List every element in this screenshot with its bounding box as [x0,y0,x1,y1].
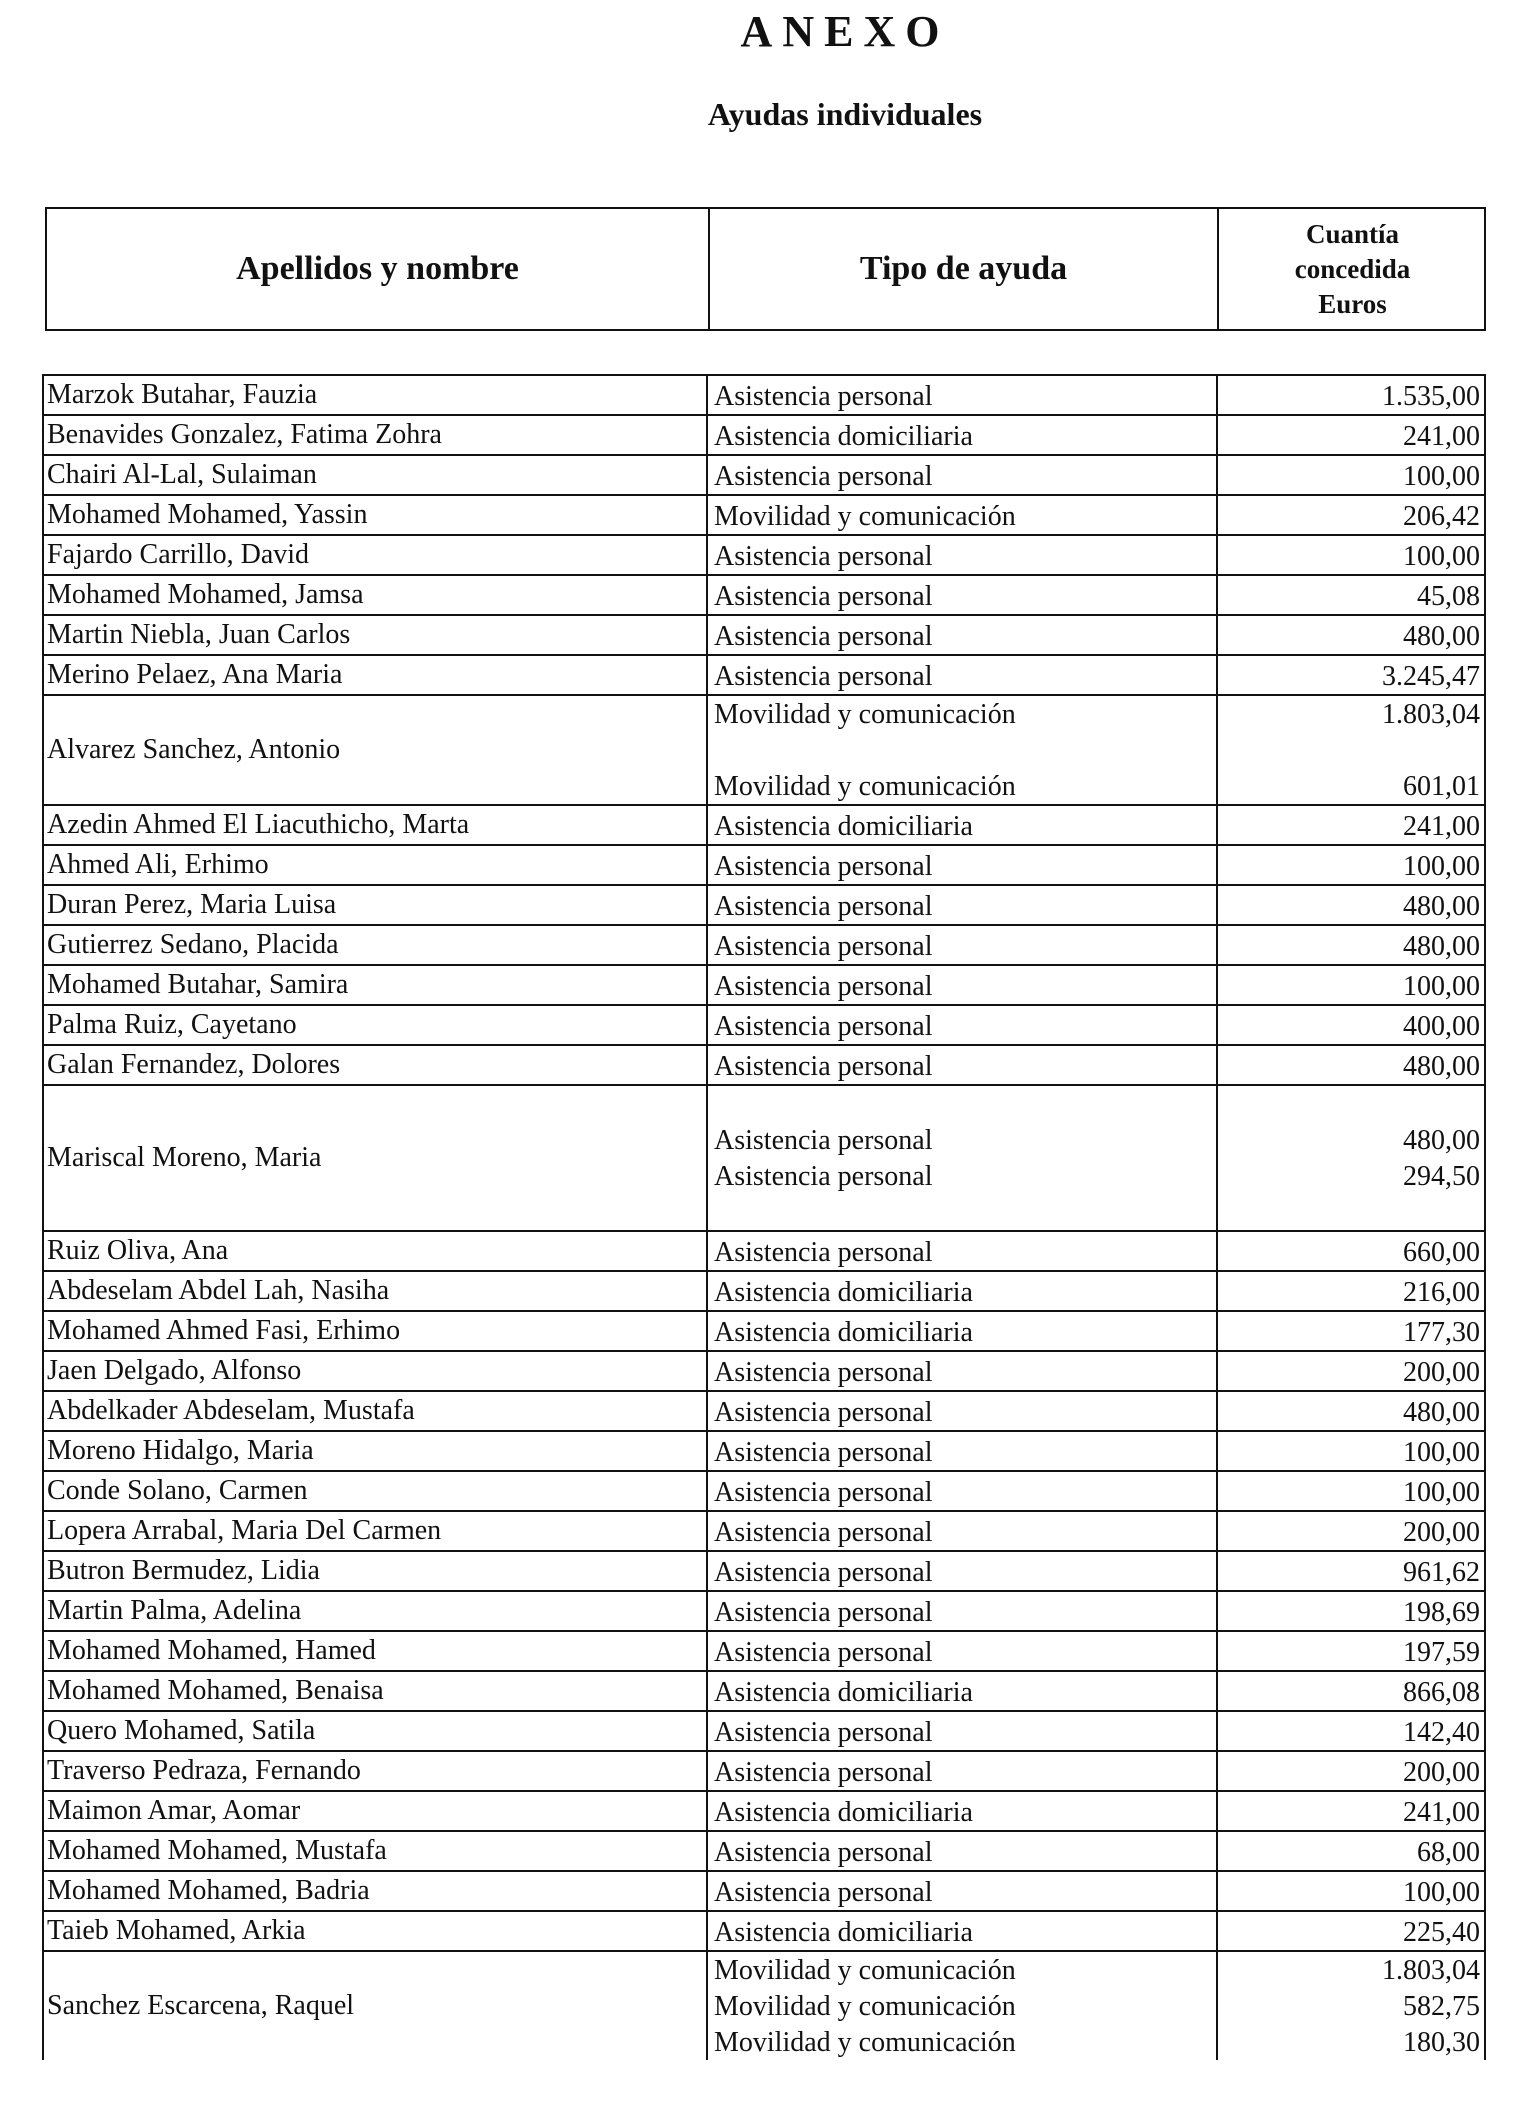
cell-name: Moreno Hidalgo, Maria [42,1432,708,1470]
page-subtitle: Ayudas individuales [707,96,983,132]
aid-type: Asistencia personal [714,971,933,1002]
table-row [42,1912,1486,1952]
cell-amount [1218,416,1486,454]
aid-type: Asistencia personal [714,1125,933,1156]
aid-amount: 100,00 [1403,461,1480,492]
cell-name: Jaen Delgado, Alfonso [42,1352,708,1390]
aid-type: Asistencia personal [714,1717,933,1748]
cell-type [708,1952,1218,2060]
table-row [42,966,1486,1006]
cell-amount [1218,1272,1486,1310]
cell-amount [1218,1832,1486,1870]
table-row [42,576,1486,616]
cell-amount [1218,616,1486,654]
cell-amount [1218,536,1486,574]
aid-amount: 142,40 [1403,1717,1480,1748]
cell-amount [1218,1672,1486,1710]
aid-type: Asistencia personal [714,891,933,922]
cell-amount [1218,1312,1486,1350]
cell-amount [1218,1952,1486,2060]
aid-type: Asistencia domiciliaria [714,811,973,842]
cell-type [708,416,1218,454]
aid-amount: 241,00 [1403,811,1480,842]
cell-amount [1218,1232,1486,1270]
cell-amount [1218,846,1486,884]
header-name: Apellidos y nombre [47,209,710,329]
cell-name: Mohamed Mohamed, Badria [42,1872,708,1910]
cell-type [708,536,1218,574]
aid-type: Asistencia personal [714,1837,933,1868]
cell-type [708,1752,1218,1790]
cell-type [708,1712,1218,1750]
aid-type: Asistencia domiciliaria [714,1797,973,1828]
table-row [42,1592,1486,1632]
aid-amount: 1.803,04 [1382,699,1480,730]
aid-type [714,1194,1216,1230]
cell-type [708,616,1218,654]
cell-amount [1218,656,1486,694]
table-row [42,926,1486,966]
cell-amount [1218,1912,1486,1950]
aid-type [714,1086,1216,1122]
table-row [42,1512,1486,1552]
aid-type: Movilidad y comunicación [714,771,1016,802]
cell-name: Alvarez Sanchez, Antonio [42,696,708,804]
cell-name: Butron Bermudez, Lidia [42,1552,708,1590]
cell-type [708,886,1218,924]
cell-type [708,1872,1218,1910]
aid-amount: 660,00 [1403,1237,1480,1268]
aid-amount [1218,1194,1480,1230]
cell-name: Mohamed Mohamed, Yassin [42,496,708,534]
aid-type: Asistencia personal [714,1877,933,1908]
aid-amount: 480,00 [1403,1125,1480,1156]
table-row [42,1046,1486,1086]
cell-name: Abdelkader Abdeselam, Mustafa [42,1392,708,1430]
table-row [42,1392,1486,1432]
cell-name: Galan Fernandez, Dolores [42,1046,708,1084]
cell-amount [1218,1006,1486,1044]
cell-amount [1218,1632,1486,1670]
aid-amount: 180,30 [1403,2027,1480,2058]
header-amount [1219,209,1486,329]
aid-amount: 582,75 [1403,1991,1480,2022]
header-type: Tipo de ayuda [710,209,1219,329]
aid-amount: 100,00 [1403,541,1480,572]
aid-type: Asistencia domiciliaria [714,1277,973,1308]
aid-type: Asistencia domiciliaria [714,1677,973,1708]
aid-amount: 68,00 [1417,1837,1480,1868]
header-amount-line2: concedida [1294,253,1411,284]
cell-name: Ruiz Oliva, Ana [42,1232,708,1270]
cell-name: Abdeselam Abdel Lah, Nasiha [42,1272,708,1310]
table-row [42,1632,1486,1672]
cell-amount [1218,1592,1486,1630]
aid-type: Asistencia personal [714,461,933,492]
aid-amount: 1.535,00 [1382,381,1480,412]
aid-type: Asistencia personal [714,1357,933,1388]
cell-name: Mohamed Mohamed, Mustafa [42,1832,708,1870]
aid-amount: 480,00 [1403,1051,1480,1082]
aid-amount: 200,00 [1403,1757,1480,1788]
table-row [42,416,1486,456]
table-row [42,374,1486,416]
cell-amount [1218,806,1486,844]
cell-name: Martin Palma, Adelina [42,1592,708,1630]
cell-amount [1218,1086,1486,1230]
cell-amount [1218,966,1486,1004]
cell-type [708,1432,1218,1470]
table-row [42,1552,1486,1592]
cell-amount [1218,1512,1486,1550]
cell-name: Sanchez Escarcena, Raquel [42,1952,708,2060]
aid-amount: 100,00 [1403,1477,1480,1508]
aid-type: Asistencia personal [714,381,933,412]
table-row [42,696,1486,806]
cell-name: Ahmed Ali, Erhimo [42,846,708,884]
aid-amount: 206,42 [1403,501,1480,532]
table-header [45,207,1486,331]
cell-type [708,1232,1218,1270]
aid-type: Asistencia personal [714,851,933,882]
cell-amount [1218,1752,1486,1790]
cell-name: Palma Ruiz, Cayetano [42,1006,708,1044]
aid-amount: 3.245,47 [1382,661,1480,692]
table-row [42,1232,1486,1272]
aid-type: Asistencia personal [714,581,933,612]
aid-amount: 400,00 [1403,1011,1480,1042]
aid-type: Asistencia personal [714,1517,933,1548]
cell-amount [1218,456,1486,494]
cell-name: Gutierrez Sedano, Placida [42,926,708,964]
aid-type: Asistencia personal [714,1597,933,1628]
aid-amount: 294,50 [1403,1161,1480,1192]
table-row [42,616,1486,656]
aid-amount: 961,62 [1403,1557,1480,1588]
table-row [42,496,1486,536]
cell-amount [1218,1472,1486,1510]
aid-amount [1218,1086,1480,1122]
table-row [42,1312,1486,1352]
cell-amount [1218,1392,1486,1430]
cell-type [708,1512,1218,1550]
cell-name: Mohamed Mohamed, Hamed [42,1632,708,1670]
aid-amount: 480,00 [1403,621,1480,652]
cell-type [708,1672,1218,1710]
table-row [42,846,1486,886]
cell-type [708,1472,1218,1510]
cell-type [708,576,1218,614]
table-row [42,1832,1486,1872]
aid-amount: 1.803,04 [1382,1955,1480,1986]
aid-amount: 601,01 [1403,771,1480,802]
aid-amount: 100,00 [1403,851,1480,882]
aid-amount: 480,00 [1403,891,1480,922]
aid-type: Asistencia personal [714,541,933,572]
table-row [42,1086,1486,1232]
aid-amount: 197,59 [1403,1637,1480,1668]
aid-type: Asistencia personal [714,1051,933,1082]
cell-type [708,1592,1218,1630]
table-row [42,1672,1486,1712]
cell-name: Duran Perez, Maria Luisa [42,886,708,924]
cell-name: Mohamed Mohamed, Benaisa [42,1672,708,1710]
cell-type [708,496,1218,534]
aid-type: Movilidad y comunicación [714,2027,1016,2058]
aid-type: Asistencia personal [714,931,933,962]
cell-amount [1218,1712,1486,1750]
cell-type [708,1632,1218,1670]
aid-amount: 216,00 [1403,1277,1480,1308]
aid-amount: 241,00 [1403,421,1480,452]
aid-type: Asistencia domiciliaria [714,421,973,452]
table-row [42,1952,1486,2060]
aid-amount: 100,00 [1403,1437,1480,1468]
aid-type: Asistencia personal [714,1161,933,1192]
cell-amount [1218,926,1486,964]
cell-name: Merino Pelaez, Ana Maria [42,656,708,694]
cell-name: Mohamed Ahmed Fasi, Erhimo [42,1312,708,1350]
cell-name: Mohamed Mohamed, Jamsa [42,576,708,614]
table-row [42,656,1486,696]
aid-amount: 480,00 [1403,1397,1480,1428]
cell-name: Benavides Gonzalez, Fatima Zohra [42,416,708,454]
cell-type [708,1272,1218,1310]
aid-type: Movilidad y comunicación [714,1955,1016,1986]
cell-type [708,456,1218,494]
cell-name: Marzok Butahar, Fauzia [42,376,708,414]
aid-amount: 100,00 [1403,971,1480,1002]
cell-amount [1218,1872,1486,1910]
aid-type: Asistencia personal [714,1437,933,1468]
cell-amount [1218,496,1486,534]
cell-type [708,1046,1218,1084]
cell-amount [1218,1352,1486,1390]
aid-type: Asistencia personal [714,1237,933,1268]
aid-type [714,732,1216,768]
cell-name: Quero Mohamed, Satila [42,1712,708,1750]
aid-amount: 225,40 [1403,1917,1480,1948]
cell-type [708,1086,1218,1230]
table-row [42,1272,1486,1312]
cell-amount [1218,1046,1486,1084]
cell-amount [1218,576,1486,614]
aid-amount: 200,00 [1403,1517,1480,1548]
aid-amount [1218,732,1480,768]
aid-type: Asistencia personal [714,1477,933,1508]
cell-name: Conde Solano, Carmen [42,1472,708,1510]
header-amount-line3: Euros [1318,288,1387,319]
aid-type: Movilidad y comunicación [714,699,1016,730]
aid-type: Asistencia personal [714,1637,933,1668]
page-title: ANEXO [740,7,950,56]
table-row [42,536,1486,576]
aid-type: Asistencia domiciliaria [714,1917,973,1948]
cell-type [708,1792,1218,1830]
aid-amount: 177,30 [1403,1317,1480,1348]
table-row [42,1006,1486,1046]
cell-type [708,1312,1218,1350]
table-row [42,806,1486,846]
table-row [42,1752,1486,1792]
cell-amount [1218,886,1486,924]
table-row [42,1792,1486,1832]
aid-type: Movilidad y comunicación [714,1991,1016,2022]
table-row [42,1352,1486,1392]
cell-amount [1218,376,1486,414]
aid-type: Asistencia personal [714,621,933,652]
table-row [42,1872,1486,1912]
aid-type: Movilidad y comunicación [714,501,1016,532]
table-row [42,1432,1486,1472]
table-row [42,1712,1486,1752]
aid-type: Asistencia domiciliaria [714,1317,973,1348]
cell-type [708,1912,1218,1950]
aid-type: Asistencia personal [714,1557,933,1588]
cell-name: Azedin Ahmed El Liacuthicho, Marta [42,806,708,844]
aid-type: Asistencia personal [714,1011,933,1042]
aid-type: Asistencia personal [714,661,933,692]
cell-name: Taieb Mohamed, Arkia [42,1912,708,1950]
cell-type [708,1552,1218,1590]
cell-type [708,1352,1218,1390]
cell-name: Fajardo Carrillo, David [42,536,708,574]
cell-type [708,1832,1218,1870]
cell-name: Chairi Al-Lal, Sulaiman [42,456,708,494]
aid-table [42,374,1486,2060]
cell-name: Mohamed Butahar, Samira [42,966,708,1004]
table-row [42,1472,1486,1512]
cell-type [708,1006,1218,1044]
cell-type [708,1392,1218,1430]
cell-name: Martin Niebla, Juan Carlos [42,616,708,654]
aid-amount: 100,00 [1403,1877,1480,1908]
aid-type: Asistencia personal [714,1757,933,1788]
aid-amount: 198,69 [1403,1597,1480,1628]
cell-type [708,966,1218,1004]
cell-amount [1218,1432,1486,1470]
cell-name: Lopera Arrabal, Maria Del Carmen [42,1512,708,1550]
aid-amount: 45,08 [1417,581,1480,612]
cell-type [708,926,1218,964]
table-row [42,886,1486,926]
header-amount-line1: Cuantía [1305,218,1400,249]
cell-name: Mariscal Moreno, Maria [42,1086,708,1230]
cell-type [708,846,1218,884]
cell-name: Traverso Pedraza, Fernando [42,1752,708,1790]
cell-type [708,806,1218,844]
table-row [42,456,1486,496]
aid-amount: 480,00 [1403,931,1480,962]
cell-type [708,696,1218,804]
cell-amount [1218,1792,1486,1830]
aid-amount: 200,00 [1403,1357,1480,1388]
aid-amount: 866,08 [1403,1677,1480,1708]
cell-amount [1218,1552,1486,1590]
cell-name: Maimon Amar, Aomar [42,1792,708,1830]
cell-type [708,376,1218,414]
aid-amount: 241,00 [1403,1797,1480,1828]
aid-type: Asistencia personal [714,1397,933,1428]
cell-type [708,656,1218,694]
cell-amount [1218,696,1486,804]
